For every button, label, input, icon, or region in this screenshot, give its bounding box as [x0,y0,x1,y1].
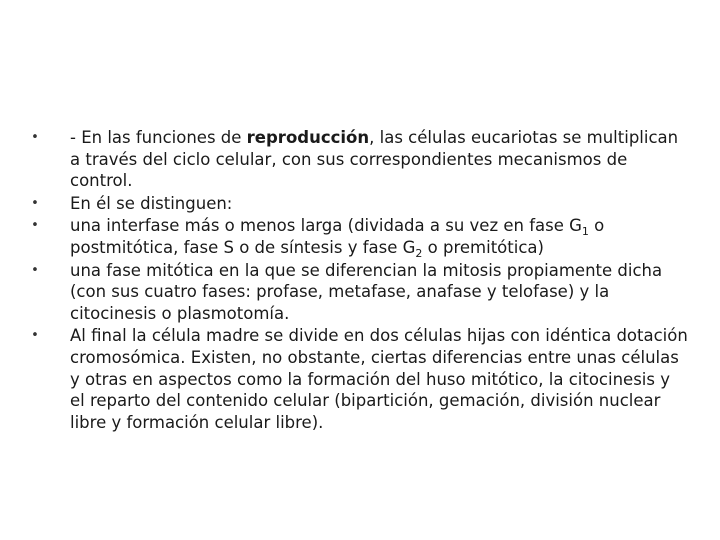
bullet-text: Al final la célula madre se divide en dos células hijas con idéntica dotación cromosómica. Existen, no obstante, ciertas diferencias entre unas células y otras en aspectos como la formación del huso mitótico, la citocinesis y el reparto del contenido celular (bipartición, gemación, división nuclear libre y formación celular libre). [70,326,688,432]
subscript-g2: 2 [415,246,423,260]
bullet-list [28,127,688,434]
bullet-item-distinguish [28,193,688,215]
bullet-text: En él se distinguen: [70,193,233,213]
subscript-g1: 1 [581,225,589,239]
bullet-dot-icon: • [31,130,39,145]
bullet-text-before: - En las funciones de [70,128,247,147]
bullet-item-mitotic-phase [28,260,688,325]
bullet-text-part1: una interfase más o menos larga (dividada a su vez en fase G [70,216,582,236]
bullet-item-daughter-cells [28,325,688,433]
bullet-item-reproduction [28,127,688,192]
bullet-dot-icon: • [31,328,39,344]
bullet-dot-icon: • [31,218,39,234]
bullet-dot-icon: • [31,195,39,211]
bullet-text-part2: o postmitótica, fase S o de síntesis y fase G [70,216,605,257]
bullet-text-bold: reproducción [246,128,370,147]
bullet-text: una fase mitótica en la que se diferencian la mitosis propiamente dicha (con sus cuatro fases: profase, metafase, anafase y telofase) y la citocinesis o plasmotomía. [70,260,663,323]
bullet-text-part3: o premitótica) [422,237,544,257]
bullet-item-interphase [28,215,688,258]
bullet-dot-icon: • [31,262,39,278]
bullet-text-after: , las células eucariotas se multiplican a través del ciclo celular, con sus correspondientes mecanismos de control. [70,128,679,191]
